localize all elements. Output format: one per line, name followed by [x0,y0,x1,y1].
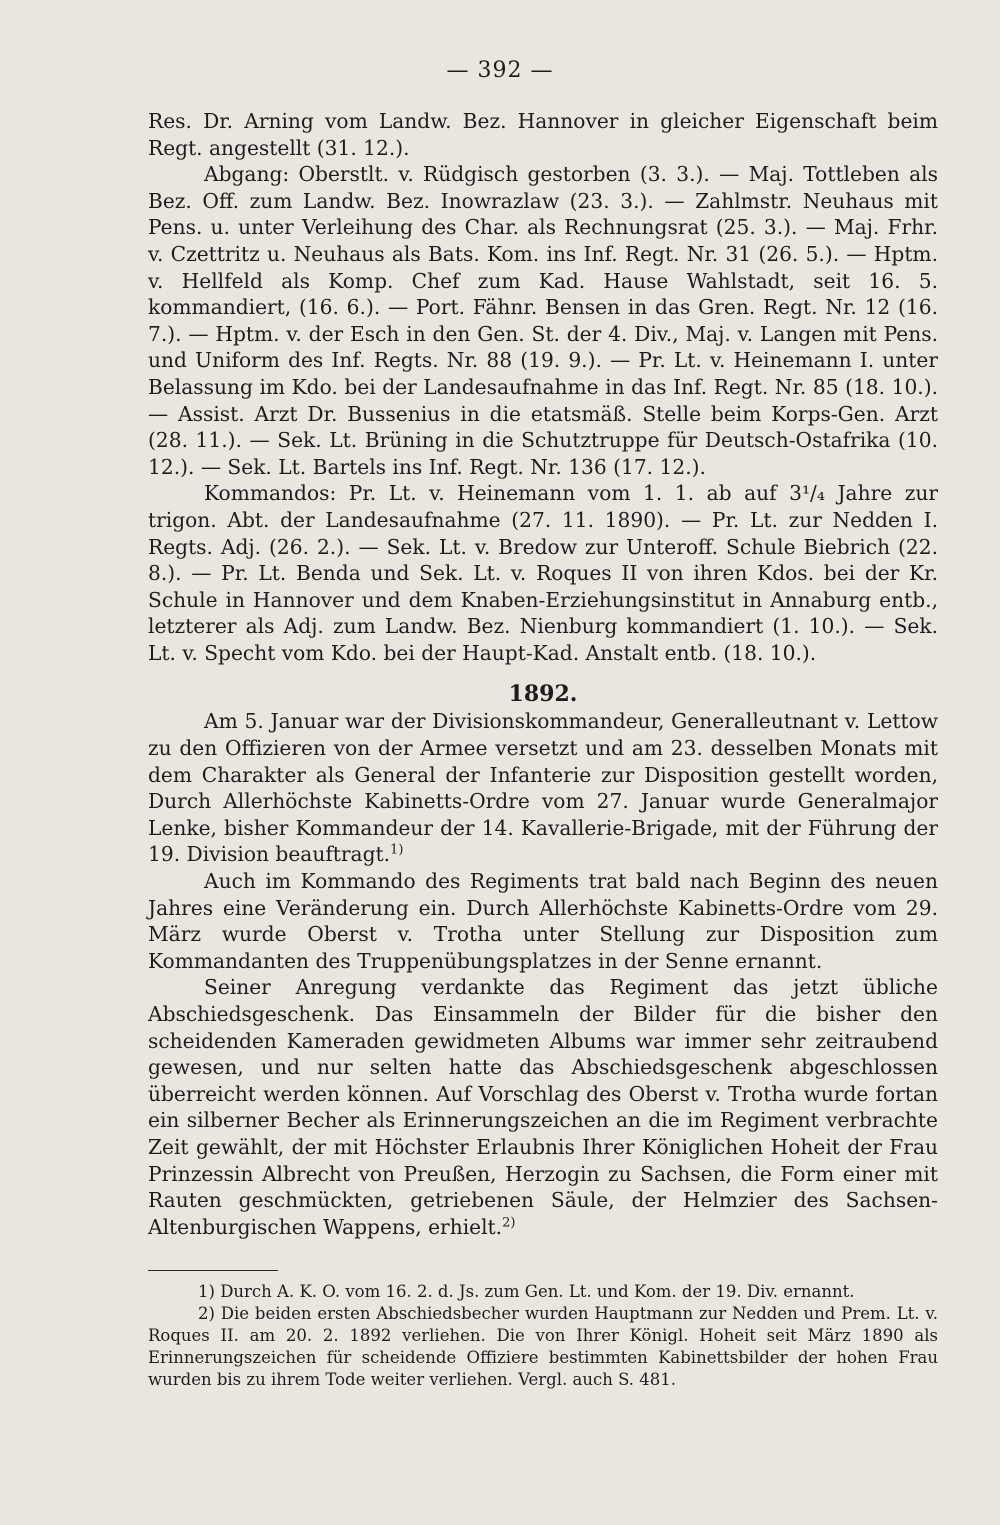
page-number: — 392 — [446,58,554,83]
paragraph-farewell-gift-text: Seiner Anregung verdankte das Regiment das jetzt übliche Abschiedsgeschenk. Das Einsammeln der Bilder für die bisher den scheidenden Kameraden gewidmeten Albums war immer sehr zeitraubend gewesen, und nur selten hatte das Abschiedsgeschenk abgeschlossen überreicht werden können. Auf Vorschlag des Oberst v. Trotha wurde fortan ein silberner Becher als Erinnerungszeichen an die im Regiment verbrachte Zeit gewählt, der mit Höchster Erlaubnis Ihrer Königlichen Hoheit der Frau Prinzessin Albrecht von Preußen, Herzogin zu Sachsen, die Form einer mit Rauten geschmückten, getriebenen Säule, der Helmzier des Sachsen-Altenburgischen Wappens, erhielt. [148,975,938,1239]
footnote-2 [148,1303,938,1391]
footnote-divider [148,1270,278,1271]
footnote-ref-1: 1) [390,842,404,858]
paragraph-abgang: Abgang: Oberstlt. v. Rüdgisch gestorben (3. 3.). — Maj. Tottleben als Bez. Off. zum Landw. Bez. Inowrazlaw (23. 3.). — Zahlmstr. Neuhaus mit Pens. u. unter Verleihung des Char. als Rechnungsrat (25. 3.). — Maj. Frhr. v. Czettritz u. Neuhaus als Bats. Kom. ins Inf. Regt. Nr. 31 (26. 5.). — Hptm. v. Hellfeld als Komp. Chef zum Kad. Hause Wahlstadt, seit 16. 5. kommandiert, (16. 6.). — Port. Fähnr. Bensen in das Gren. Regt. Nr. 12 (16. 7.). — Hptm. v. der Esch in den Gen. St. der 4. Div., Maj. v. Langen mit Pens. und Uniform des Inf. Regts. Nr. 88 (19. 9.). — Pr. Lt. v. Heinemann I. unter Belassung im Kdo. bei der Landesaufnahme in das Inf. Regt. Nr. 85 (18. 10.). — Assist. Arzt Dr. Bussenius in die etatsmäß. Stelle beim Korps-Gen. Arzt (28. 11.). — Sek. Lt. Brüning in die Schutztruppe für Deutsch-Ostafrika (10. 12.). — Sek. Lt. Bartels ins Inf. Regt. Nr. 136 (17. 12.). [148,162,938,479]
footnote-1-mark: 1) [198,1282,215,1301]
footnotes [148,1270,938,1391]
paragraph-farewell-gift [148,974,938,1240]
year-heading: 1892. [508,681,578,708]
footnote-2-text: Die beiden ersten Abschiedsbecher wurden Hauptmann zur Nedden und Prem. Lt. v. Roques II. am 20. 2. 1892 verliehen. Die von Ihrer Königl. Hoheit seit März 1890 als Erinnerungszeichen für scheidende Offiziere bestimmten Kabinettsbilder der hohen Frau wurden bis zu ihrem Tode weiter verliehen. Vergl. auch S. 481. [148,1304,938,1389]
paragraph-arning: Res. Dr. Arning vom Landw. Bez. Hannover in gleicher Eigenschaft beim Regt. angestellt (31. 12.). [148,109,938,160]
paragraph-regiment-command: Auch im Kommando des Regiments trat bald nach Beginn des neuen Jahres eine Veränderung ein. Durch Allerhöchste Kabinetts-Ordre vom 29. März wurde Oberst v. Trotha unter Stellung zur Disposition zum Kommandanten des Truppenübungsplatzes in der Senne ernannt. [148,869,938,973]
footnote-1-text: Durch A. K. O. vom 16. 2. d. Js. zum Gen. Lt. und Kom. der 19. Div. ernannt. [220,1282,855,1301]
paragraph-division-command [148,708,938,868]
footnote-ref-2: 2) [502,1215,516,1231]
main-text [148,108,938,1240]
paragraph-division-command-text: Am 5. Januar war der Divisionskommandeur, Generalleutnant v. Lettow zu den Offizieren von der Armee versetzt und am 23. desselben Monats mit dem Charakter als General der Infanterie zur Disposition gestellt worden, Durch Allerhöchste Kabinetts-Ordre vom 27. Januar wurde Generalmajor Lenke, bisher Kommandeur der 14. Kavallerie-Brigade, mit der Führung der 19. Division beauftragt. [148,709,938,867]
footnote-2-mark: 2) [198,1304,215,1323]
footnote-1 [148,1281,938,1303]
paragraph-kommandos: Kommandos: Pr. Lt. v. Heinemann vom 1. 1. ab auf 3¹/₄ Jahre zur trigon. Abt. der Landesaufnahme (27. 11. 1890). — Pr. Lt. zur Nedden I. Regts. Adj. (26. 2.). — Sek. Lt. v. Bredow zur Unteroff. Schule Biebrich (22. 8.). — Pr. Lt. Benda und Sek. Lt. v. Roques II von ihren Kdos. bei der Kr. Schule in Hannover und dem Knaben-Erziehungsinstitut in Annaburg entb., letzterer als Adj. zum Landw. Bez. Nienburg kommandiert (1. 10.). — Sek. Lt. v. Specht vom Kdo. bei der Haupt-Kad. Anstalt entb. (18. 10.). [148,481,938,665]
